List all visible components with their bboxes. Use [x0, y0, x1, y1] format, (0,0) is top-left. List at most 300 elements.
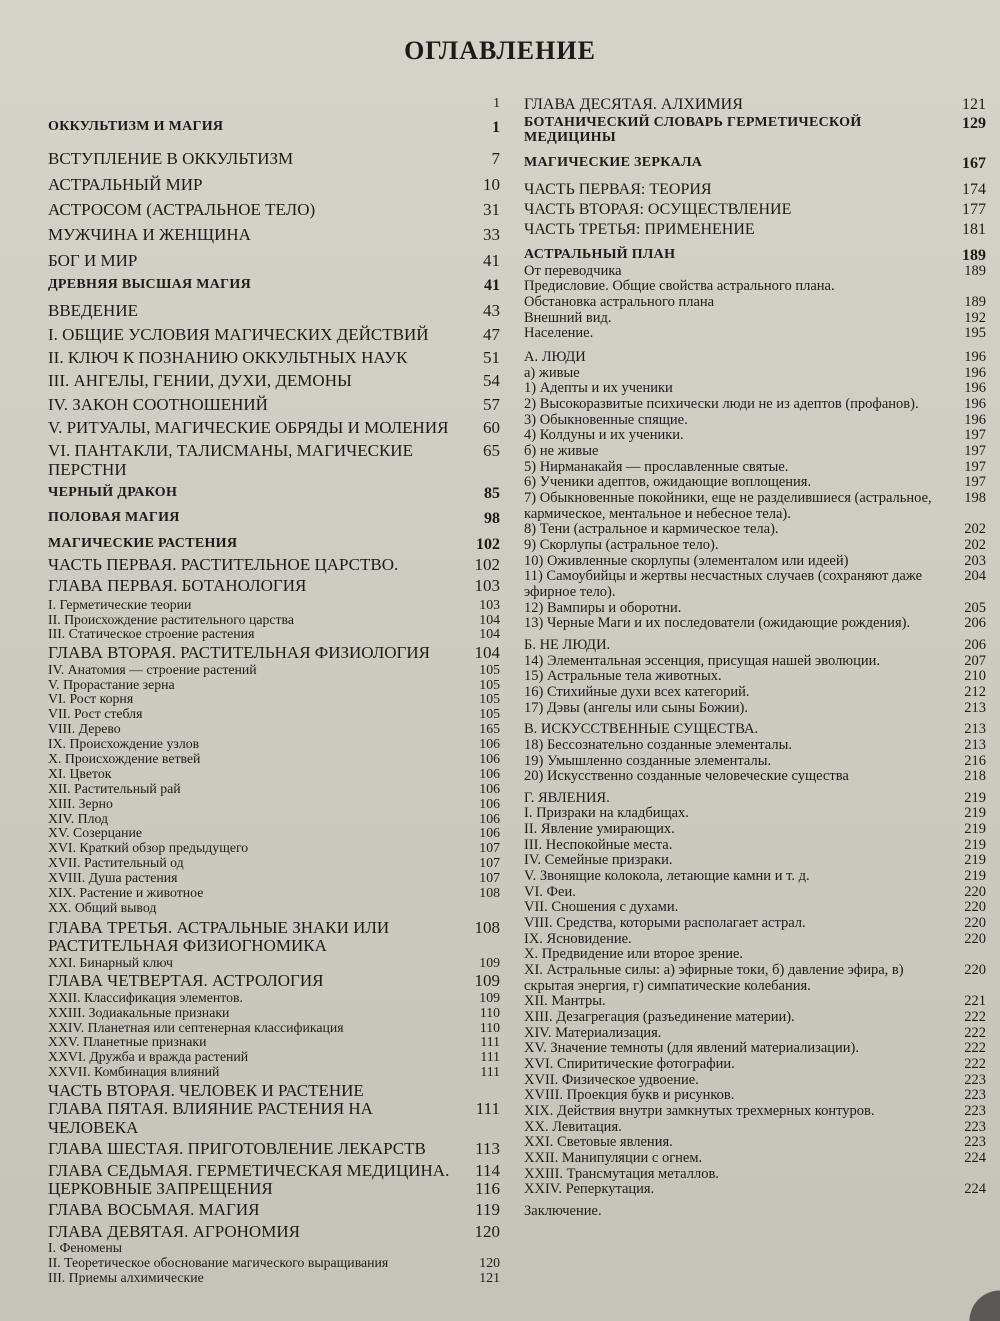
toc-entry: [48, 201, 500, 219]
toc-entry-title: XXI. Бинарный ключ: [48, 954, 173, 970]
toc-entry-title: 4) Колдуны и их ученики.: [524, 427, 684, 444]
toc-entry-title: ГЛАВА ВОСЬМАЯ. МАГИЯ: [48, 1200, 260, 1220]
toc-entry-page: 111: [480, 1064, 500, 1080]
toc-entry-page: 196: [964, 411, 986, 428]
toc-entry-page: 220: [964, 899, 986, 916]
toc-entry-page: 198: [964, 490, 986, 506]
toc-entry-title: VII. Сношения с духами.: [524, 899, 679, 916]
toc-entry: [48, 627, 500, 642]
toc-entry-title: 18) Бессознательно созданные элементалы.: [524, 736, 792, 753]
toc-entry: [524, 311, 986, 327]
toc-entry: [48, 991, 500, 1006]
toc-entry: [524, 444, 986, 460]
toc-entry-title: I. Призраки на кладбищах.: [524, 805, 689, 822]
toc-entry: [524, 601, 986, 617]
toc-entry-page: 216: [964, 752, 986, 769]
toc-entry-title: XIV. Материализация.: [524, 1024, 662, 1041]
toc-entry: [524, 1041, 986, 1057]
toc-entry: [48, 841, 500, 856]
toc-entry: [524, 554, 986, 570]
toc-entry-page: 219: [964, 836, 986, 853]
toc-entry-page: 219: [964, 868, 986, 885]
toc-entry-page: 218: [964, 768, 986, 785]
toc-entry-title: 1) Адепты и их ученики: [524, 380, 673, 397]
toc-entry-title: XXVI. Дружба и вражда растений: [48, 1049, 249, 1065]
toc-entry-page: 224: [964, 1149, 986, 1166]
toc-entry-title: III. АНГЕЛЫ, ГЕНИИ, ДУХИ, ДЕМОНЫ: [48, 371, 352, 391]
toc-entry: [524, 1026, 986, 1042]
toc-entry-title: 17) Дэвы (ангелы или сыны Божии).: [524, 699, 748, 716]
toc-entry: [48, 871, 500, 886]
toc-entry-page: 223: [964, 1134, 986, 1151]
toc-entry: [48, 326, 500, 344]
toc-entry-title: XXIII. Трансмутация металлов.: [524, 1165, 719, 1182]
toc-entry-page: 207: [964, 652, 986, 669]
toc-entry-title: III. Неспокойные места.: [524, 836, 673, 853]
toc-entry-title: Обстановка астрального плана: [524, 294, 715, 311]
toc-entry: [48, 1201, 500, 1219]
toc-entry: [48, 252, 500, 270]
toc-entry: [524, 115, 986, 145]
toc-entry-title: Заключение.: [524, 1202, 602, 1219]
toc-entry-title: XVIII. Проекция букв и рисунков.: [524, 1087, 735, 1104]
toc-entry: [524, 932, 986, 948]
toc-entry-page: 121: [479, 1269, 500, 1285]
toc-entry-page: 196: [964, 364, 986, 381]
toc-entry-page: 195: [964, 325, 986, 342]
toc-entry: [48, 349, 500, 367]
toc-entry-title: ГЛАВА ПЕРВАЯ. БОТАНОЛОГИЯ: [48, 576, 307, 596]
toc-entry-title: ВВЕДЕНИЕ: [48, 301, 138, 321]
toc-entry-page: 51: [483, 347, 500, 367]
toc-entry: [48, 396, 500, 414]
toc-entry-title: V. Звонящие колокола, летающие камни и т. д.: [524, 868, 810, 885]
toc-entry: [48, 577, 500, 595]
toc-entry-page: 111: [480, 1034, 500, 1050]
toc-entry-page: 108: [474, 917, 500, 937]
toc-entry-page: 106: [479, 750, 500, 766]
toc-entry-page: 196: [964, 349, 986, 366]
toc-entry-page: 213: [964, 736, 986, 753]
toc-entry-title: IV. ЗАКОН СООТНОШЕНИЙ: [48, 394, 268, 414]
toc-entry: [48, 1140, 500, 1158]
toc-entry: [524, 638, 986, 654]
toc-entry-title: XIII. Дезагрегация (разъединение материи).: [524, 1009, 795, 1025]
toc-entry: [48, 1035, 500, 1050]
toc-entry: [48, 510, 500, 527]
toc-entry-page: 197: [964, 427, 986, 444]
toc-entry-title: 5) Нирманакайя — прославленные святые.: [524, 458, 789, 475]
toc-entry: [524, 916, 986, 932]
toc-entry: [48, 812, 500, 827]
toc-entry-title: 20) Искусственно созданные человеческие существа: [524, 768, 849, 785]
toc-entry-page: 212: [964, 683, 986, 700]
toc-entry-page: 65: [483, 441, 500, 461]
toc-entry-page: 107: [479, 870, 500, 886]
toc-entry-page: 165: [479, 721, 500, 737]
toc-entry-title: МУЖЧИНА И ЖЕНЩИНА: [48, 225, 251, 245]
toc-entry: [48, 722, 500, 737]
toc-entry: [48, 707, 500, 722]
toc-entry-title: ГЛАВА ТРЕТЬЯ. АСТРАЛЬНЫЕ ЗНАКИ ИЛИ РАСТИТЕЛЬНАЯ ФИЗИОГНОМИКА: [48, 917, 390, 956]
toc-entry-title: От переводчика: [524, 262, 622, 279]
toc-entry-page: 103: [474, 576, 500, 596]
toc-entry-title: III. Приемы алхимические: [48, 1269, 204, 1285]
toc-entry: [48, 1006, 500, 1021]
toc-entry-title: XXIII. Зодиакальные признаки: [48, 1004, 230, 1020]
toc-entry-page: 10: [483, 174, 500, 194]
toc-entry: [48, 956, 500, 971]
toc-entry-title: АСТРАЛЬНЫЙ ПЛАН: [524, 246, 676, 262]
toc-entry: [524, 1182, 986, 1198]
toc-entry: [524, 428, 986, 444]
toc-entry: [524, 685, 986, 701]
toc-entry-page: 219: [964, 852, 986, 869]
toc-entry-title: ЧАСТЬ ПЕРВАЯ. РАСТИТЕЛЬНОЕ ЦАРСТВО.: [48, 554, 399, 574]
toc-entry-page: 223: [964, 1102, 986, 1119]
toc-entry: [48, 856, 500, 871]
toc-entry: [524, 1135, 986, 1151]
toc-entry-title: XIX. Действия внутри замкнутых трехмерных контуров.: [524, 1102, 875, 1119]
toc-entry-title: 11) Самоубийцы и жертвы несчастных случаев (сохраняют даже эфирное тело).: [524, 568, 923, 600]
toc-entry: [524, 1104, 986, 1120]
toc-entry-title: II. Теоретическое обоснование магического выращивания: [48, 1254, 389, 1270]
toc-entry-title: XXII. Классификация элементов.: [48, 989, 243, 1005]
toc-entry-page: 221: [964, 993, 986, 1010]
toc-entry-title: IX. Ясновидение.: [524, 930, 632, 947]
toc-entry-title: 2) Высокоразвитые психически люди не из адептов (профанов).: [524, 396, 919, 413]
toc-entry: [524, 947, 986, 963]
toc-entry: [48, 886, 500, 901]
toc-entry-title: II. Явление умирающих.: [524, 821, 675, 838]
toc-entry: [48, 1271, 500, 1286]
toc-entry-page: 105: [479, 676, 500, 692]
toc-entry: [48, 1180, 500, 1198]
toc-entry-title: Предисловие. Общие свойства астрального плана.: [524, 278, 835, 295]
toc-entry: [524, 838, 986, 854]
toc-entry: [48, 176, 500, 194]
toc-entry-page: 105: [479, 691, 500, 707]
toc-entry-page: 210: [964, 668, 986, 685]
toc-entry-title: VIII. Дерево: [48, 721, 121, 737]
toc-entry-page: 106: [479, 736, 500, 752]
toc-entry: [524, 491, 986, 522]
toc-entry-title: XI. Цветок: [48, 765, 112, 781]
toc-entry-page: 206: [964, 615, 986, 632]
toc-entry-title: IV. Семейные призраки.: [524, 852, 673, 869]
toc-entry-title: XVI. Спиритические фотографии.: [524, 1055, 735, 1072]
toc-entry: [48, 1256, 500, 1271]
toc-entry-title: А. ЛЮДИ: [524, 349, 586, 366]
toc-entry-title: БОТАНИЧЕСКИЙ СЛОВАРЬ ГЕРМЕТИЧЕСКОЙ МЕДИЦИНЫ: [524, 115, 862, 146]
toc-entry: [524, 1204, 986, 1220]
toc-entry: [48, 692, 500, 707]
toc-entry-title: X. Предвидение или второе зрение.: [524, 946, 744, 963]
toc-entry: [48, 972, 500, 990]
toc-entry: [48, 536, 500, 553]
toc-entry-page: 113: [475, 1139, 500, 1159]
toc-entry: [48, 752, 500, 767]
toc-entry-page: 219: [964, 789, 986, 806]
toc-entry: [524, 738, 986, 754]
toc-entry: [524, 295, 986, 311]
toc-entry-page: 129: [962, 115, 986, 133]
toc-entry-title: IV. Анатомия — строение растений: [48, 661, 257, 677]
toc-entry: [524, 264, 986, 280]
toc-entry-page: 120: [474, 1221, 500, 1241]
toc-entry: [48, 442, 500, 479]
toc-entry: [524, 853, 986, 869]
toc-entry: [524, 1151, 986, 1167]
toc-entry-page: 103: [479, 596, 500, 612]
toc-entry-title: 12) Вампиры и оборотни.: [524, 599, 682, 616]
toc-entry-title: XXVII. Комбинация влияний: [48, 1064, 220, 1080]
toc-entry-page: 110: [479, 1004, 500, 1020]
toc-entry-title: АСТРАЛЬНЫЙ МИР: [48, 174, 203, 194]
toc-entry-page: 222: [964, 1024, 986, 1041]
toc-entry: [524, 155, 986, 172]
toc-entry: [524, 366, 986, 382]
toc-entry-page: 189: [962, 246, 986, 264]
toc-entry: [524, 201, 986, 218]
toc-entry: [524, 806, 986, 822]
toc-entry-page: 220: [964, 930, 986, 947]
toc-entry-title: XV. Значение темноты (для явлений материализации).: [524, 1040, 859, 1057]
toc-entry-title: Население.: [524, 325, 594, 342]
toc-entry: [48, 150, 500, 168]
toc-entry-page: 106: [479, 810, 500, 826]
toc-entry-page: 41: [484, 276, 500, 294]
toc-entry-page: 223: [964, 1071, 986, 1088]
toc-entry-page: 102: [476, 535, 500, 553]
toc-entry-page: 107: [479, 840, 500, 856]
toc-entry-title: VI. Феи.: [524, 883, 576, 900]
toc-entry-title: БОГ И МИР: [48, 250, 138, 270]
toc-entry-title: 6) Ученики адептов, ожидающие воплощения.: [524, 474, 812, 491]
toc-entry-title: 10) Оживленные скорлупы (элементалом или идеей): [524, 552, 849, 569]
toc-entry-title: VI. ПАНТАКЛИ, ТАЛИСМАНЫ, МАГИЧЕСКИЕ ПЕРСТНИ: [48, 441, 413, 479]
toc-entry-page: 98: [484, 510, 500, 528]
toc-entry-page: 1: [493, 95, 500, 110]
toc-entry-page: 114: [475, 1160, 500, 1180]
toc-entry-title: ГЛАВА ВТОРАЯ. РАСТИТЕЛЬНАЯ ФИЗИОЛОГИЯ: [48, 643, 430, 663]
toc-entry-title: I. Феномены: [48, 1239, 123, 1255]
toc-entry: [524, 538, 986, 554]
toc-entry: [524, 654, 986, 670]
toc-entry: [524, 791, 986, 807]
toc-entry-page: 196: [964, 380, 986, 397]
toc-entry-title: ГЛАВА ЧЕТВЕРТАЯ. АСТРОЛОГИЯ: [48, 971, 324, 991]
toc-entry-page: 192: [964, 309, 986, 326]
toc-entry: [48, 556, 500, 574]
toc-entry-title: АСТРОСОМ (АСТРАЛЬНОЕ ТЕЛО): [48, 199, 316, 219]
toc-entry-title: XII. Растительный рай: [48, 780, 181, 796]
toc-entry: [524, 963, 986, 994]
toc-entry-title: XX. Общий вывод: [48, 899, 157, 915]
toc-entry: [524, 869, 986, 885]
toc-entry: [48, 797, 500, 812]
toc-entry-title: ГЛАВА ПЯТАЯ. ВЛИЯНИЕ РАСТЕНИЯ НА ЧЕЛОВЕКА: [48, 1099, 373, 1137]
toc-entry: [524, 1120, 986, 1136]
toc-entry: [48, 302, 500, 320]
toc-entry: [524, 1010, 986, 1026]
toc-entry-title: 15) Астральные тела животных.: [524, 668, 722, 685]
toc-entry: [48, 1065, 500, 1080]
toc-entry-title: ЧАСТЬ ВТОРАЯ: ОСУЩЕСТВЛЕНИЕ: [524, 201, 792, 219]
toc-entry-title: XXIV. Планетная или септенерная классификация: [48, 1019, 344, 1035]
toc-entry-page: 213: [964, 699, 986, 716]
toc-entry-title: 3) Обыкновенные спящие.: [524, 411, 688, 428]
toc-entry: [524, 96, 986, 113]
toc-entry-title: XX. Левитация.: [524, 1118, 622, 1135]
toc-entry: [524, 994, 986, 1010]
toc-entry: [524, 475, 986, 491]
toc-entry: [524, 569, 986, 600]
toc-entry: [524, 247, 986, 264]
toc-entry-title: XIV. Плод: [48, 810, 109, 826]
toc-entry: [48, 737, 500, 752]
toc-entry-title: Б. НЕ ЛЮДИ.: [524, 636, 611, 653]
toc-entry-page: 202: [964, 521, 986, 538]
toc-entry-page: 33: [483, 225, 500, 245]
toc-entry-page: 106: [479, 795, 500, 811]
page-corner-shadow: [930, 1231, 1000, 1321]
toc-entry-page: 106: [479, 780, 500, 796]
toc-entry-title: ЧАСТЬ ПЕРВАЯ: ТЕОРИЯ: [524, 180, 712, 198]
toc-entry: [524, 900, 986, 916]
toc-entry-page: 213: [964, 721, 986, 738]
toc-entry-page: 57: [483, 394, 500, 414]
toc-entry-page: 206: [964, 636, 986, 653]
toc-entry: [48, 901, 500, 916]
toc-entry: [524, 701, 986, 717]
toc-entry-page: 105: [479, 706, 500, 722]
toc-entry: [524, 1088, 986, 1104]
toc-entry-title: ГЛАВА СЕДЬМАЯ. ГЕРМЕТИЧЕСКАЯ МЕДИЦИНА.: [48, 1160, 450, 1180]
toc-entry-title: Г. ЯВЛЕНИЯ.: [524, 789, 610, 806]
toc-entry-page: 223: [964, 1087, 986, 1104]
toc-entry-page: 109: [474, 971, 500, 991]
toc-entry-page: 222: [964, 1055, 986, 1072]
toc-entry-title: ГЛАВА ШЕСТАЯ. ПРИГОТОВЛЕНИЕ ЛЕКАРСТВ: [48, 1139, 426, 1159]
toc-entry-page: 220: [964, 915, 986, 932]
toc-entry-page: 202: [964, 536, 986, 553]
toc-entry: [524, 350, 986, 366]
toc-entry-title: VII. Рост стебля: [48, 706, 143, 722]
toc-entry: [524, 221, 986, 238]
toc-entry-title: ГЛАВА ДЕСЯТАЯ. АЛХИМИЯ: [524, 96, 743, 113]
toc-entry-title: Внешний вид.: [524, 309, 612, 326]
toc-entry-page: 223: [964, 1118, 986, 1135]
toc-entry-page: 167: [962, 155, 986, 173]
toc-entry-title: XXIV. Реперкутация.: [524, 1181, 655, 1198]
toc-entry-title: МАГИЧЕСКИЕ РАСТЕНИЯ: [48, 535, 238, 551]
toc-entry-page: 104: [479, 611, 500, 627]
toc-entry-page: 104: [479, 626, 500, 642]
toc-entry-page: 222: [964, 1040, 986, 1057]
toc-entry-page: 106: [479, 765, 500, 781]
toc-entry: [48, 96, 500, 111]
toc-entry-page: 219: [964, 821, 986, 838]
toc-entry-title: XXII. Манипуляции с огнем.: [524, 1149, 703, 1166]
toc-entry: [48, 613, 500, 628]
toc-entry-page: 47: [483, 324, 500, 344]
toc-entry-title: ВСТУПЛЕНИЕ В ОККУЛЬТИЗМ: [48, 149, 294, 169]
toc-entry: [48, 598, 500, 613]
toc-entry: [524, 885, 986, 901]
toc-entry-page: 177: [962, 201, 986, 219]
toc-entry-page: 60: [483, 418, 500, 438]
toc-entry-page: 108: [479, 885, 500, 900]
toc-entry-page: 85: [484, 485, 500, 503]
toc-entry: [48, 919, 500, 956]
toc-entry-title: а) живые: [524, 364, 580, 381]
toc-entry: [524, 413, 986, 429]
toc-entry: [524, 669, 986, 685]
toc-entry-page: 102: [474, 554, 500, 574]
toc-entry-page: 174: [962, 180, 986, 198]
toc-entry-page: 204: [964, 568, 986, 585]
toc-entry: [524, 326, 986, 342]
toc-entry-page: 203: [964, 552, 986, 569]
toc-entry: [48, 1082, 500, 1100]
toc-entry-page: 219: [964, 805, 986, 822]
toc-entry: [48, 1100, 500, 1137]
toc-entry-title: б) не живые: [524, 443, 599, 460]
toc-entry-title: ЧАСТЬ ТРЕТЬЯ: ПРИМЕНЕНИЕ: [524, 221, 755, 239]
toc-entry-title: ДРЕВНЯЯ ВЫСШАЯ МАГИЯ: [48, 276, 251, 292]
toc-entry: [48, 644, 500, 662]
toc-entry: [524, 616, 986, 632]
toc-entry: [524, 460, 986, 476]
toc-entry-page: 181: [962, 221, 986, 239]
toc-entry-title: 16) Стихийные духи всех категорий.: [524, 683, 750, 700]
toc-entry: [524, 181, 986, 198]
toc-entry-page: 31: [483, 199, 500, 219]
toc-entry-title: ЧЕРНЫЙ ДРАКОН: [48, 485, 178, 501]
toc-entry-title: XXV. Планетные признаки: [48, 1034, 207, 1050]
toc-entry-page: 205: [964, 599, 986, 616]
toc-entry: [524, 1167, 986, 1183]
toc-right-column: [524, 96, 986, 1220]
toc-entry: [48, 767, 500, 782]
toc-entry-title: XVIII. Душа растения: [48, 870, 178, 886]
toc-entry-title: ГЛАВА ДЕВЯТАЯ. АГРОНОМИЯ: [48, 1221, 300, 1241]
toc-entry-title: X. Происхождение ветвей: [48, 750, 201, 766]
toc-entry-page: 189: [964, 262, 986, 279]
toc-entry: [524, 1073, 986, 1089]
toc-entry-title: 14) Элементальная эссенция, присущая нашей эволюции.: [524, 652, 881, 669]
toc-entry: [524, 754, 986, 770]
toc-entry: [524, 522, 986, 538]
toc-entry: [48, 372, 500, 390]
toc-entry-title: IX. Происхождение узлов: [48, 736, 200, 752]
toc-entry-title: XI. Астральные силы: а) эфирные токи, б) давление эфира, в) скрытая энергия, г) симпатические колебания.: [524, 962, 904, 994]
toc-entry-title: ПОЛОВАЯ МАГИЯ: [48, 510, 180, 526]
toc-entry-title: 19) Умышленно созданные элементалы.: [524, 752, 772, 769]
toc-entry-title: 8) Тени (астральное и кармическое тела).: [524, 521, 779, 538]
toc-entry: [524, 769, 986, 785]
toc-entry-page: 196: [964, 396, 986, 413]
toc-entry-title: МАГИЧЕСКИЕ ЗЕРКАЛА: [524, 155, 703, 171]
toc-entry-title: XXI. Световые явления.: [524, 1134, 673, 1151]
toc-entry-title: XVI. Краткий обзор предыдущего: [48, 840, 249, 856]
toc-entry-title: В. ИСКУССТВЕННЫЕ СУЩЕСТВА.: [524, 721, 759, 738]
toc-entry-title: VI. Рост корня: [48, 691, 134, 707]
toc-entry-title: II. КЛЮЧ К ПОЗНАНИЮ ОККУЛЬТНЫХ НАУК: [48, 347, 408, 367]
toc-left-column: [48, 96, 500, 1286]
toc-entry: [524, 822, 986, 838]
